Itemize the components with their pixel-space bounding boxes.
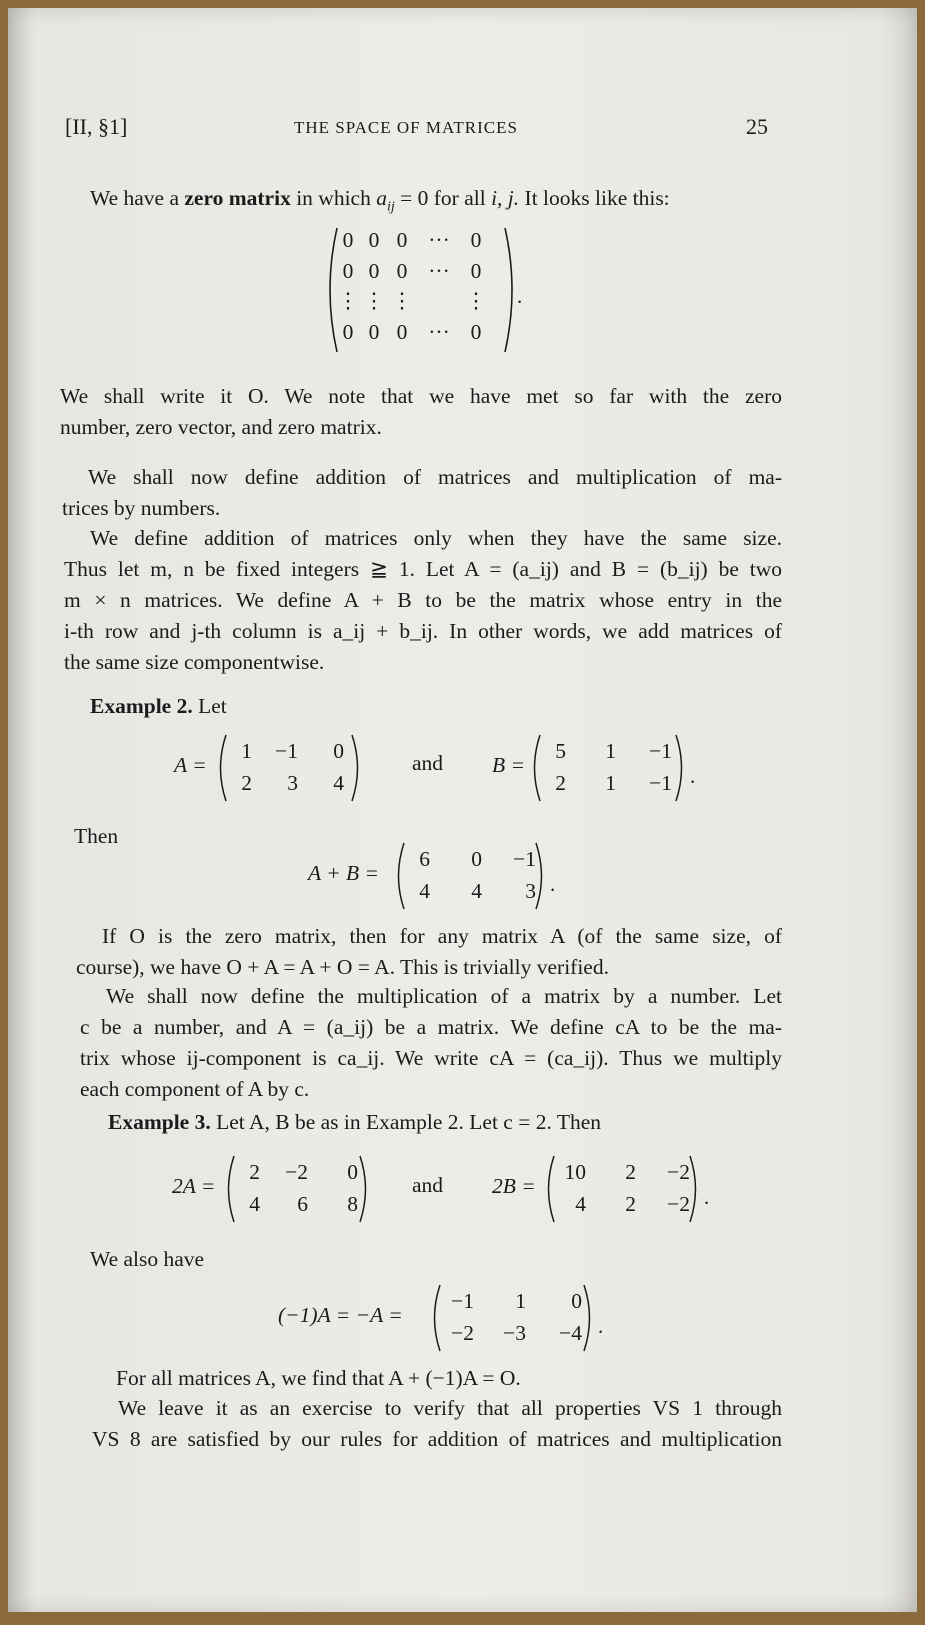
matrix-entry: 3 bbox=[525, 878, 536, 903]
matrix-entry: 0 bbox=[470, 228, 482, 252]
matrix-entry: −3 bbox=[503, 1320, 526, 1345]
matrix-entry: −2 bbox=[667, 1160, 690, 1184]
matrix-entries bbox=[552, 1162, 690, 1215]
matrix-A-plus-B bbox=[392, 841, 556, 911]
matrix-entries bbox=[224, 741, 344, 794]
paragraph-additive-inverse: For all matrices A, we find that A + (−1)A = O. bbox=[116, 1366, 521, 1390]
matrix-2B bbox=[542, 1154, 710, 1224]
matrix-period: . bbox=[690, 764, 696, 788]
matrix-period: . bbox=[517, 284, 523, 308]
matrix-entry: 6 bbox=[419, 847, 430, 871]
paragraph-scalar-multiplication: We shall now define the multiplication of a matrix by a number. Let c be a number, and A = (a_ij) be a matrix. We define cA to be the ma- trix whose ij-component is ca_ij. We write cA = (ca_ij). Thus we multiply each component of A by c. bbox=[80, 984, 782, 1101]
matrix-entries bbox=[232, 1162, 358, 1215]
matrix-entry: 8 bbox=[347, 1191, 358, 1216]
matrix-entry: ⋮ bbox=[465, 289, 487, 313]
matrix-entry: 0 bbox=[342, 228, 354, 252]
matrix-entry: 4 bbox=[419, 878, 430, 903]
matrix-period: . bbox=[598, 1314, 604, 1338]
matrix-entries bbox=[538, 741, 672, 794]
matrix-entry: 4 bbox=[471, 878, 482, 903]
matrix-entry: ⋮ bbox=[391, 289, 413, 313]
matrix-entry: ⋮ bbox=[363, 289, 385, 313]
and-label-1: and bbox=[412, 751, 444, 775]
matrix-entry: ··· bbox=[428, 319, 450, 344]
matrix-entry bbox=[417, 291, 461, 313]
matrix-entries bbox=[402, 849, 536, 902]
matrix-entry: 4 bbox=[575, 1191, 586, 1216]
matrix-entry: −2 bbox=[451, 1320, 474, 1345]
matrix-entry: 0 bbox=[368, 319, 380, 344]
matrix-entry: 4 bbox=[249, 1191, 260, 1216]
sum-label: A + B = bbox=[308, 861, 380, 885]
matrix-entry: 2 bbox=[249, 1160, 260, 1184]
matrix-entry: 2 bbox=[555, 770, 566, 795]
matrix-entry: 5 bbox=[555, 739, 566, 763]
matrix-entry: 0 bbox=[396, 228, 408, 252]
matrix-entry: 0 bbox=[471, 847, 482, 871]
we-also-have: We also have bbox=[90, 1247, 205, 1271]
paragraph-zero-identity: If O is the zero matrix, then for any matrix A (of the same size, of course), we have O + A = A + O = A. This is trivially verified. bbox=[76, 924, 782, 979]
matrix-entry: −2 bbox=[285, 1160, 308, 1184]
matrix-entry: 0 bbox=[368, 228, 380, 252]
matrix-entry: 1 bbox=[515, 1289, 526, 1313]
matrix-negA-label: (−1)A = −A = bbox=[278, 1303, 403, 1327]
zero-matrix-entries bbox=[335, 230, 503, 343]
matrix-entry: 0 bbox=[333, 739, 344, 763]
matrix-entry: ··· bbox=[428, 228, 450, 252]
matrix-entry: 0 bbox=[342, 258, 354, 283]
matrix-entry: −1 bbox=[649, 739, 672, 763]
matrix-negA bbox=[428, 1283, 604, 1353]
paragraph-addition-definition: We define addition of matrices only when they have the same size. Thus let m, n be fixed integers ≧ 1. Let A = (a_ij) and B = (b_ij) be two m × n matrices. We define A + B to be the matrix whose entry in the i-th row and j-th column is a_ij + b_ij. In other words, we add matrices of the same size componentwise. bbox=[64, 526, 782, 674]
matrix-entry: 1 bbox=[241, 739, 252, 763]
example-2-heading: Example 2. Let bbox=[90, 694, 227, 718]
matrix-entry: 2 bbox=[625, 1191, 636, 1216]
example-3-heading: Example 3. Let A, B be as in Example 2. Let c = 2. Then bbox=[108, 1110, 602, 1134]
and-label-2: and bbox=[412, 1173, 444, 1197]
matrix-entry: 2 bbox=[625, 1160, 636, 1184]
matrix-entry: ··· bbox=[428, 258, 450, 283]
matrix-entry: 0 bbox=[470, 319, 482, 344]
matrix-2A-label: 2A = bbox=[172, 1174, 216, 1198]
matrix-entry: −4 bbox=[559, 1320, 582, 1345]
section-ref: [II, §1] bbox=[65, 114, 128, 139]
paragraph-define-operations: We shall now define addition of matrices and multiplication of ma- trices by numbers. bbox=[62, 465, 782, 520]
matrix-entry: 0 bbox=[396, 258, 408, 283]
matrix-B-label: B = bbox=[492, 753, 526, 777]
matrix-entry: 0 bbox=[368, 258, 380, 283]
matrix-period: . bbox=[550, 872, 556, 896]
matrix-entry: 3 bbox=[287, 770, 298, 795]
matrix-2A bbox=[222, 1154, 372, 1224]
matrix-B bbox=[528, 733, 696, 803]
matrix-period: . bbox=[704, 1185, 710, 1209]
matrix-entry: ⋮ bbox=[337, 289, 359, 313]
matrix-entry: 2 bbox=[241, 770, 252, 795]
matrix-entry: −1 bbox=[451, 1289, 474, 1313]
matrix-entry: 1 bbox=[605, 770, 616, 795]
matrix-entry: 10 bbox=[564, 1160, 586, 1184]
zero-matrix bbox=[321, 224, 521, 356]
zero-matrix-intro: We have a zero matrix in which $a_{ij} = 0$ for all i, j. It looks like this: bbox=[90, 186, 670, 215]
then-label: Then bbox=[74, 824, 119, 848]
matrix-entry: 4 bbox=[333, 770, 344, 795]
matrix-entry: 0 bbox=[470, 258, 482, 283]
matrix-entry: 0 bbox=[342, 319, 354, 344]
matrix-2B-label: 2B = bbox=[492, 1174, 536, 1198]
page-number: 25 bbox=[746, 114, 768, 139]
matrix-entry: 0 bbox=[347, 1160, 358, 1184]
matrix-entry: −1 bbox=[513, 847, 536, 871]
matrix-entry: −1 bbox=[275, 739, 298, 763]
matrix-entry: 0 bbox=[571, 1289, 582, 1313]
running-title: THE SPACE OF MATRICES bbox=[294, 118, 518, 137]
paragraph-vector-space-properties: We leave it as an exercise to verify that all properties VS 1 through VS 8 are satisfied by our rules for addition of matrices and multiplication bbox=[92, 1396, 782, 1451]
matrix-entry: 6 bbox=[297, 1191, 308, 1216]
matrix-A-label: A = bbox=[174, 753, 207, 777]
book-page bbox=[8, 8, 917, 1612]
matrix-entry: −1 bbox=[649, 770, 672, 795]
matrix-entry: −2 bbox=[667, 1191, 690, 1216]
matrix-A bbox=[214, 733, 364, 803]
matrix-entries bbox=[438, 1291, 582, 1344]
paragraph-zero-notation: We shall write it O. We note that we have met so far with the zero number, zero vector, and zero matrix. bbox=[60, 384, 782, 439]
matrix-entry: 1 bbox=[605, 739, 616, 763]
matrix-entry: 0 bbox=[396, 319, 408, 344]
